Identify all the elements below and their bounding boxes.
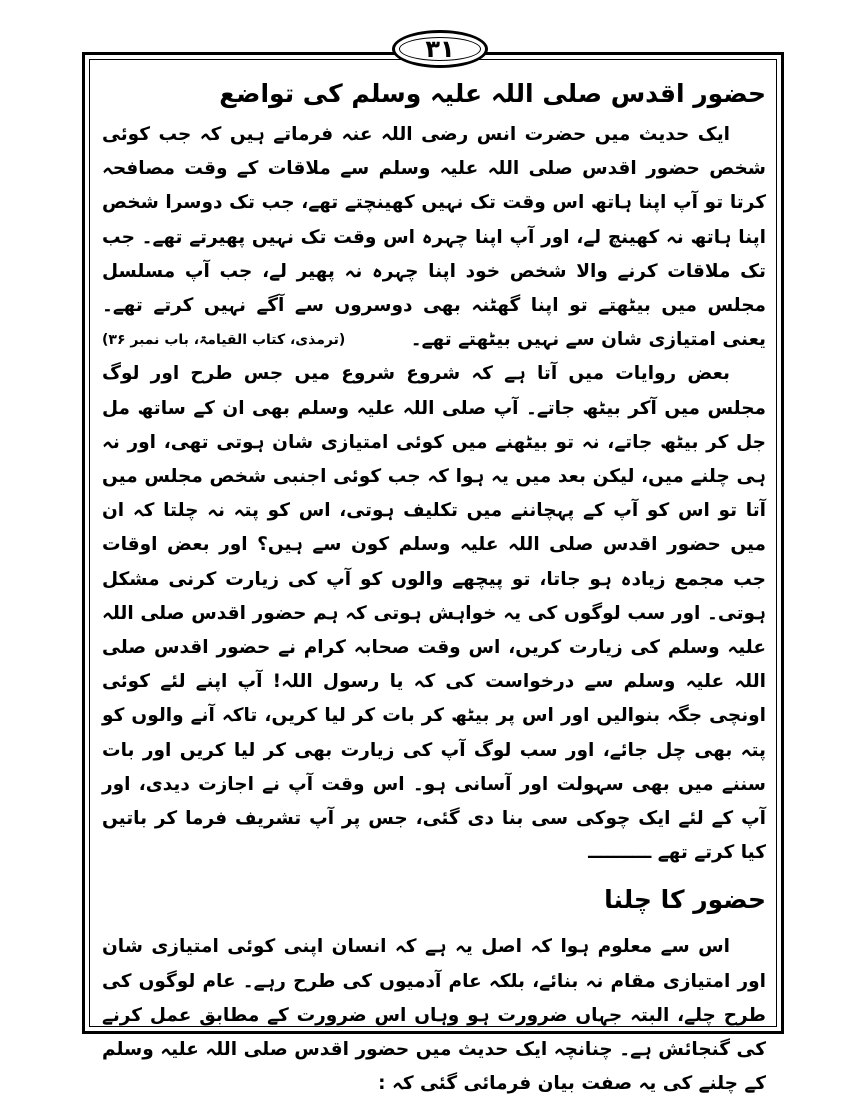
paragraph-narrations: بعض روایات میں آتا ہے کہ شروع شروع میں جس طرح اور لوگ مجلس میں آکر بیٹھ جاتے۔ آپ صلی اللہ علیہ وسلم بھی ان کے ساتھ مل جل کر بیٹھ جاتے، نہ تو بیٹھنے میں کوئی امتیازی شان ہوتی تھی، اور نہ ہی چلنے میں، لیکن بعد میں یہ ہوا کہ جب کوئی اجنبی شخص مجلس میں آتا تو اس کو آپ کے پہچاننے میں تکلیف ہوتی، اس کو پتہ نہ چلتا کہ ان میں حضور اقدس صلی اللہ علیہ وسلم کون سے ہیں؟ اور بعض اوقات جب مجمع زیادہ ہو جاتا، تو پیچھے والوں کو آپ کی زیارت کرنی مشکل ہوتی۔ اور سب لوگوں کی یہ خواہش ہوتی کہ ہم حضور اقدس صلی اللہ علیہ وسلم کی زیارت کریں، اس وقت صحابہ کرام نے حضور اقدس صلی اللہ علیہ وسلم سے درخواست کی کہ یا رسول اللہ! آپ اپنے لئے کوئی اونچی جگہ بنوالیں اور اس پر بیٹھ کر بات کر لیا کریں، تاکہ آنے والوں کو پتہ بھی چل جائے، اور سب لوگ آپ کی زیارت بھی کر لیا کریں اور بات سننے میں بھی سہولت اور آسانی ہو۔ اس وقت آپ نے اجازت دیدی، اور آپ کے لئے ایک چوکی سی بنا دی گئی، جس پر آپ تشریف فرما کر باتیں کیا کرتے تھے ــــــــــ [102,363,766,864]
page-content [102,70,766,1101]
section-heading-humility: حضور اقدس صلی اللہ علیہ وسلم کی تواضع [219,79,766,108]
paragraph-walking: اس سے معلوم ہوا کہ اصل یہ ہے کہ انسان اپنی کوئی امتیازی شان اور امتیازی مقام نہ بنائے، بلکہ عام آدمیوں کی طرح رہے۔ عام لوگوں کی طرح چلے، البتہ جہاں ضرورت ہو وہاں اس ضرورت کے مطابق عمل کرنے کی گنجائش ہے۔ چنانچہ ایک حدیث میں حضور اقدس صلی اللہ علیہ وسلم کے چلنے کی یہ صفت بیان فرمائی گئی کہ : [102,936,766,1095]
paragraph-anas-hadith [102,118,766,357]
page-number: ۳۱ [392,30,488,68]
section-heading-walking: حضور کا چلنا [604,885,766,915]
paragraph-text: ایک حدیث میں حضرت انس رضی اللہ عنہ فرماتے ہیں کہ جب کوئی شخص حضور اقدس صلی اللہ علیہ وسلم سے ملاقات کے وقت مصافحہ کرتا تو آپ اپنا ہاتھ اس وقت تک نہیں کھینچتے تھے، جب تک دوسرا شخص اپنا ہاتھ نہ کھینچ لے، اور آپ اپنا چہرہ اس وقت تک نہیں پھیرتے تھے۔ جب تک ملاقات کرنے والا شخص خود اپنا چہرہ نہ پھیر لے، جب آپ مسلسل مجلس میں بیٹھتے تو اپنا گھٹنہ بھی دوسروں سے آگے نہیں کرتے تھے۔ یعنی امتیازی شان سے نہیں بیٹھتے تھے۔ [102,124,766,351]
hadith-reference: (ترمذی، کتاب القیامۃ، باب نمبر ۳۶) [102,332,346,349]
